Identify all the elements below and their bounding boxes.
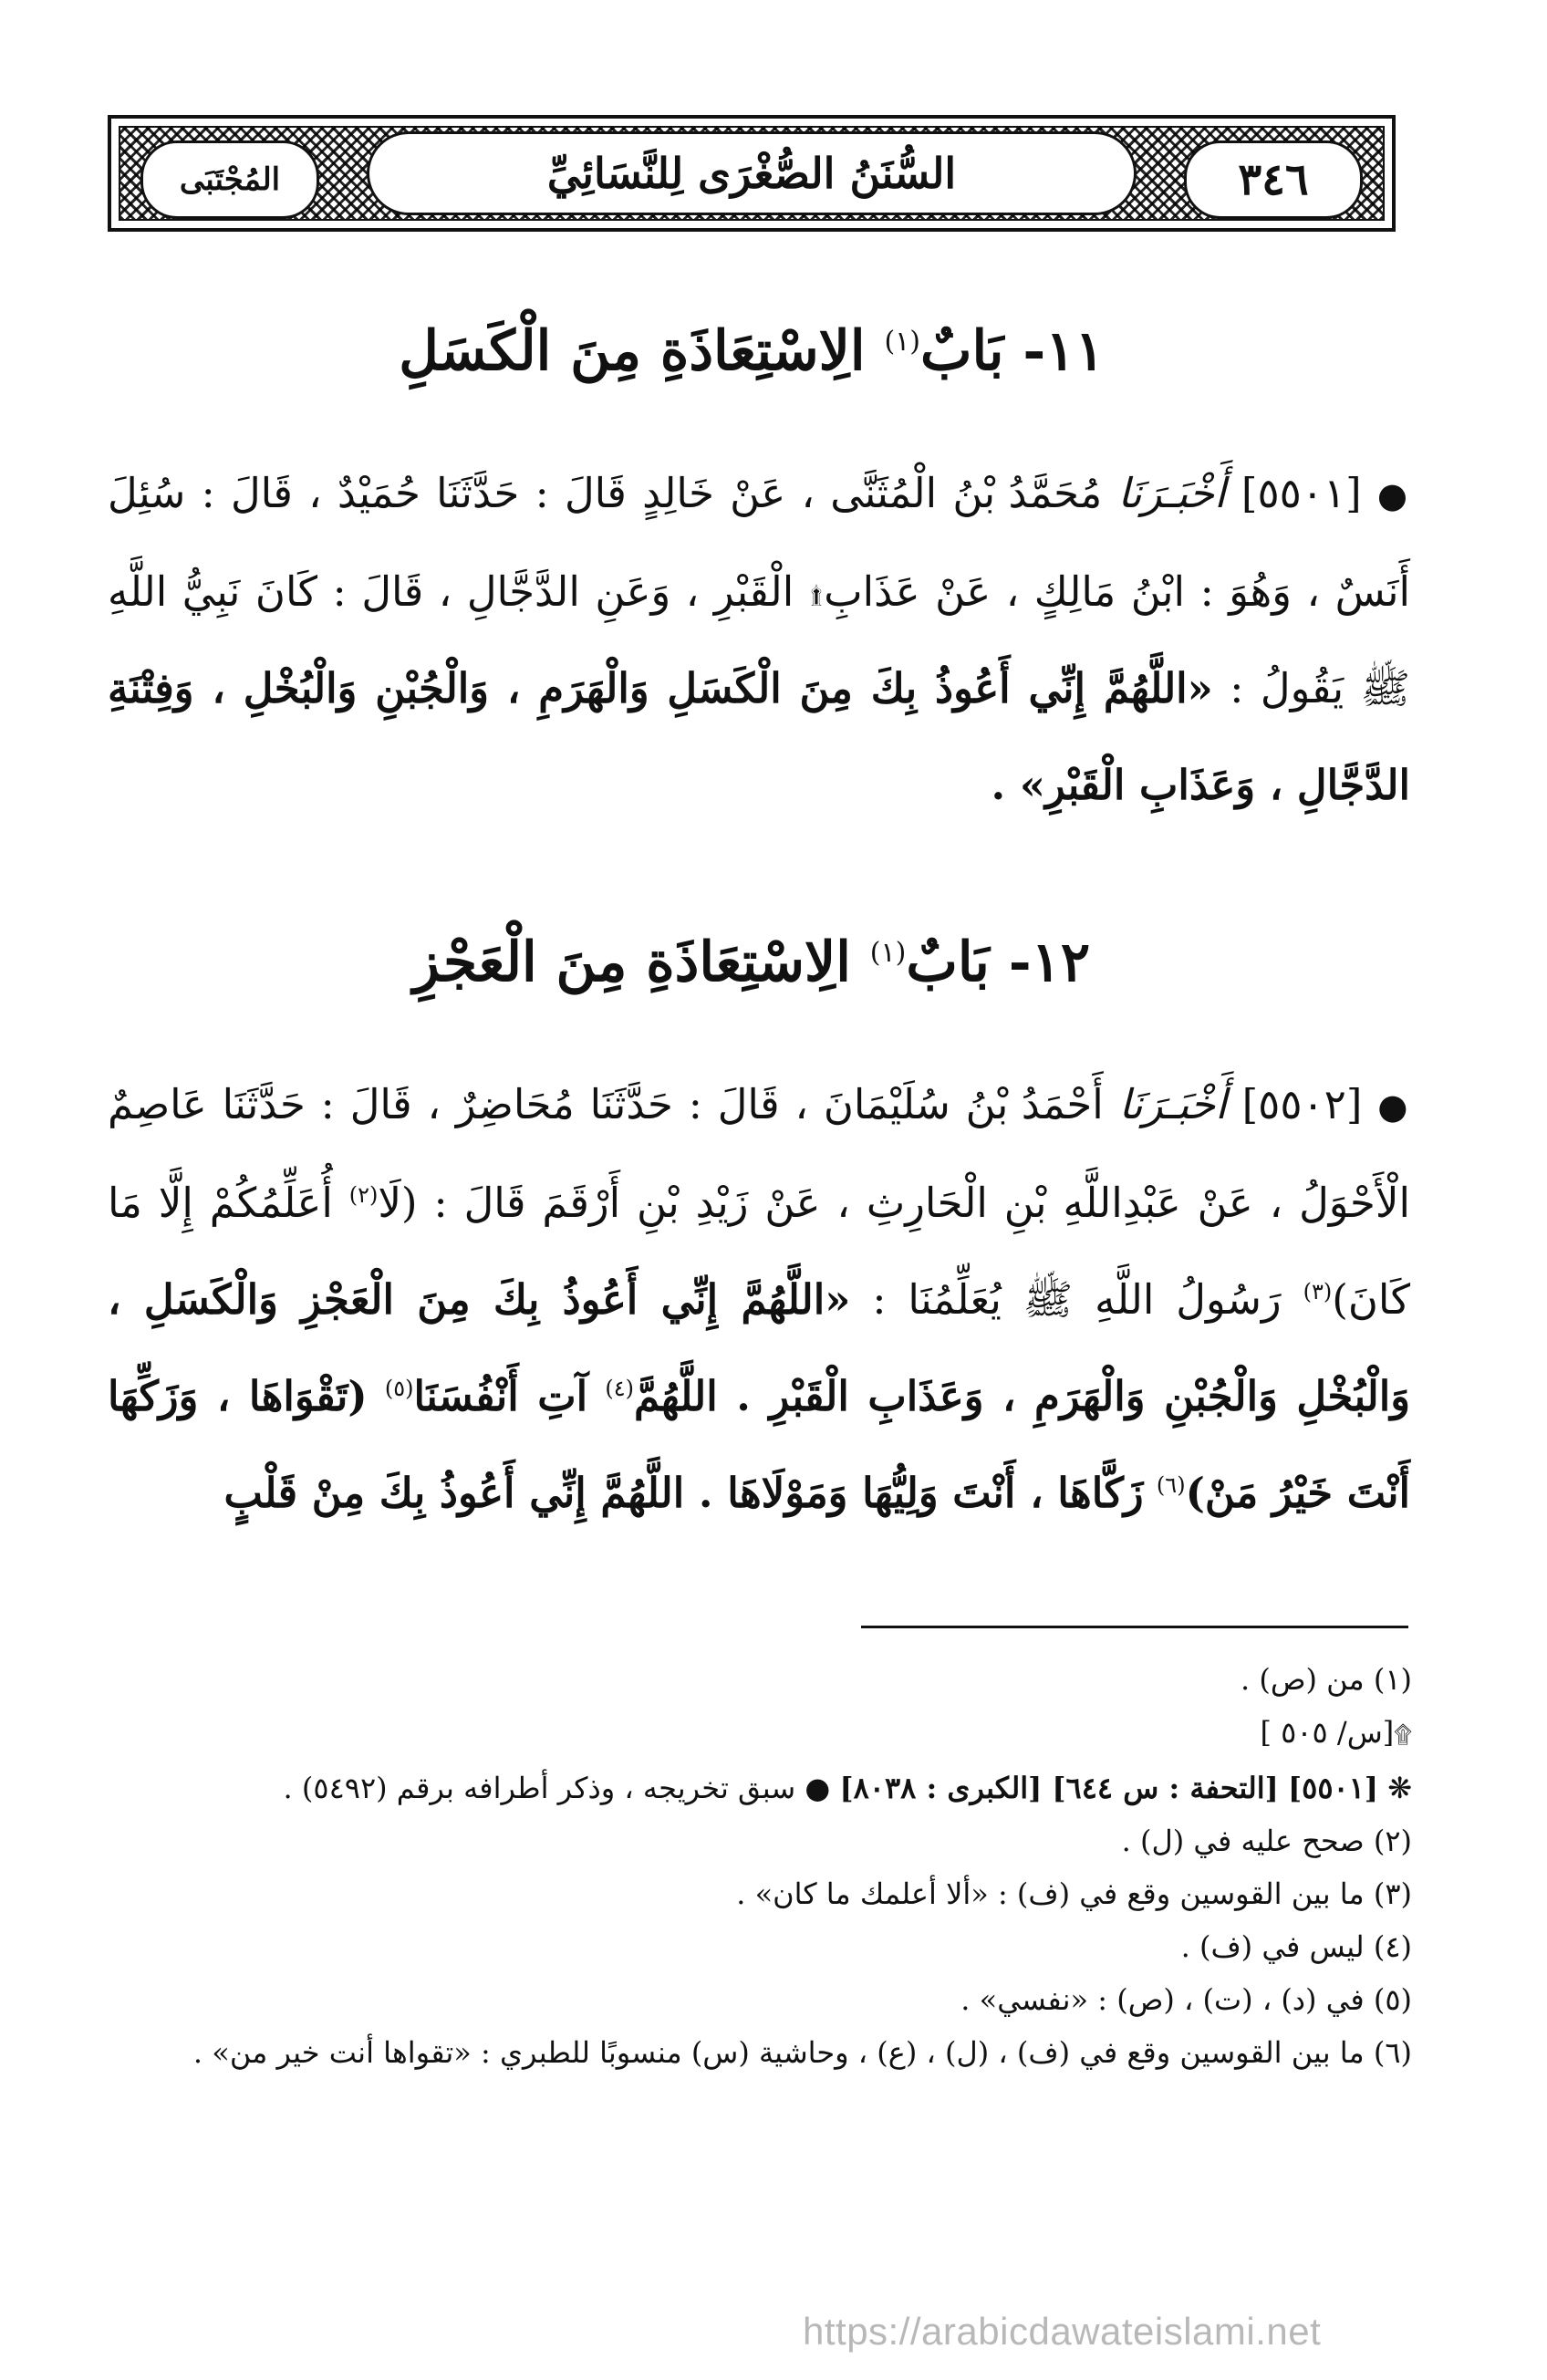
chapter-title-11 xyxy=(108,319,1396,383)
hadith-5502 xyxy=(108,1056,1410,1542)
page-marker-icon: ۩ xyxy=(1394,1721,1412,1749)
footnote-2: (٢) صحح عليه في (ل) . xyxy=(1121,1824,1412,1858)
footnote-takhrij-text: سبق تخريجه ، وذكر أطرافه برقم (٥٤٩٢) . xyxy=(283,1771,796,1805)
footnote-5501 xyxy=(108,1762,1412,1814)
footnote-ref: (٥) xyxy=(384,1376,414,1401)
hadith-matn: «اللَّهُمَّ إِنِّي أَعُوذُ بِكَ مِنَ الْعَجْزِ وَالْكَسَلِ ، وَالْبُخْلِ وَالْجُبْنِ وَالْهَرَمِ ، وَعَذَابِ الْقَبْرِ . اللَّهُمَّ xyxy=(108,1275,1410,1420)
chapter-number: ١١- xyxy=(1023,319,1105,383)
bullet-icon: ● xyxy=(1376,475,1410,515)
footnote-takhrij-refs: [التحفة : س ٦٤٤] [الكبرى : ٨٠٣٨] xyxy=(839,1771,1279,1805)
watermark-url: https://arabicdawateislami.net xyxy=(803,2310,1322,2353)
hadith-5501 xyxy=(108,445,1410,834)
hadith-matn: «اللَّهُمَّ إِنِّي أَعُوذُ بِكَ مِنَ الْكَسَلِ وَالْهَرَمِ ، وَالْجُبْنِ وَالْبُخْلِ ، وَفِتْنَةِ الدَّجَّالِ ، وَعَذَابِ الْقَبْرِ» . xyxy=(108,664,1410,809)
hadith-matn-end: زَكَّاهَا ، أَنْتَ وَلِيُّهَا وَمَوْلَاهَا . اللَّهُمَّ إِنِّي أَعُوذُ بِكَ مِنْ قَلْبٍ xyxy=(223,1469,1144,1517)
chapter-heading: الِاسْتِعَاذَةِ مِنَ الْكَسَلِ xyxy=(399,319,866,383)
footnote-1: (١) من (ص) . xyxy=(1241,1662,1412,1697)
page-header xyxy=(108,115,1396,232)
chapter-number: ١٢- xyxy=(1008,930,1091,994)
page-marker-icon: ۩ xyxy=(808,567,825,616)
header-cartouche xyxy=(367,131,1137,215)
footnote-ref: (٣) xyxy=(1303,1279,1333,1304)
header-ornament xyxy=(119,126,1385,221)
hadith-chain: مُحَمَّدُ بْنُ الْمُثَنَّى ، عَنْ خَالِدٍ قَالَ : حَدَّثَنَا حُمَيْدٌ ، قَالَ : سُئِلَ أَنَسٌ ، وَهُوَ : ابْنُ مَالِكٍ ، عَنْ عَذَابِ xyxy=(108,469,1410,616)
hadith-matn-variant: (تَقْوَاهَا ، وَزَكِّهَا أَنْتَ خَيْرُ مَنْ) xyxy=(108,1372,1410,1517)
footnote-ref: (٤) xyxy=(605,1376,634,1401)
footnotes xyxy=(108,1653,1412,2079)
bullet-icon: ● xyxy=(1377,1086,1410,1127)
page-number: ٣٤٦ xyxy=(1238,154,1309,205)
hadith-chain: أَحْمَدُ بْنُ سُلَيْمَانَ ، قَالَ : حَدَّثَنَا مُحَاضِرٌ ، قَالَ : حَدَّثَنَا عَاصِمٌ الْأَحْوَلُ ، عَنْ عَبْدِاللَّهِ بْنِ الْحَارِثِ ، عَنْ زَيْدِ بْنِ أَرْقَمَ قَالَ : (لَا xyxy=(108,1080,1411,1227)
footnote-ref: (٦) xyxy=(1156,1472,1186,1498)
star-icon: ❋ xyxy=(1387,1771,1412,1805)
hadith-matn-cont: آتِ أَنْفُسَنَا xyxy=(413,1372,588,1420)
footnote-5: (٥) في (د) ، (ت) ، (ص) : «نفسي» . xyxy=(960,1982,1412,2017)
footnote-ref: (٢) xyxy=(348,1182,379,1208)
bullet-icon: ● xyxy=(805,1771,831,1805)
chapter-label: بَابٌ xyxy=(906,930,990,994)
footnote-4: (٤) ليس في (ف) . xyxy=(1180,1929,1412,1964)
hadith-number: [٥٥٠٢] xyxy=(1241,1080,1363,1128)
hadith-chain-cont: أُعَلِّمُكُمْ إِلَّا مَا كَانَ) xyxy=(108,1179,1411,1324)
footnote-hadith-number: [٥٥٠١] xyxy=(1287,1771,1379,1805)
footnote-page-marker xyxy=(108,1706,1412,1762)
book-badge-text: المُجْتَبَى xyxy=(179,161,281,198)
footnote-6: (٦) ما بين القوسين وقع في (ف) ، (ل) ، (ع) ، وحاشية (س) منسوبًا للطبري : «تقواها أنت خير من» . xyxy=(192,2035,1412,2070)
chapter-heading: الِاسْتِعَاذَةِ مِنَ الْعَجْزِ xyxy=(412,930,851,994)
footnote-ref: (١) xyxy=(884,326,921,358)
chapter-title-12 xyxy=(108,930,1396,994)
hadith-chain-end: رَسُولُ اللَّهِ ﷺ يُعَلِّمُنَا : xyxy=(872,1275,1282,1324)
footnote-3: (٣) ما بين القوسين وقع في (ف) : «ألا أعلمك ما كان» . xyxy=(736,1876,1412,1911)
book-title: السُّنَنُ الصُّغْرَى لِلنَّسَائِيِّ xyxy=(546,149,957,198)
akhbarana-word: أَخْبَـرَنَا xyxy=(1118,1080,1227,1128)
footnote-ref: (١) xyxy=(869,937,907,969)
page-marker-text: [س/ ٥٠٥ ] xyxy=(1260,1715,1395,1750)
hadith-number: [٥٥٠١] xyxy=(1241,469,1362,517)
chapter-label: بَابٌ xyxy=(920,319,1004,383)
hadith-chain-cont: الْقَبْرِ ، وَعَنِ الدَّجَّالِ ، قَالَ : كَانَ نَبِيُّ اللَّهِ ﷺ يَقُولُ : xyxy=(108,567,1410,712)
book-badge xyxy=(140,140,319,219)
page-number-box xyxy=(1184,140,1363,219)
footnote-separator xyxy=(861,1626,1408,1628)
akhbarana-word: أَخْبَـرَنَا xyxy=(1117,469,1226,517)
